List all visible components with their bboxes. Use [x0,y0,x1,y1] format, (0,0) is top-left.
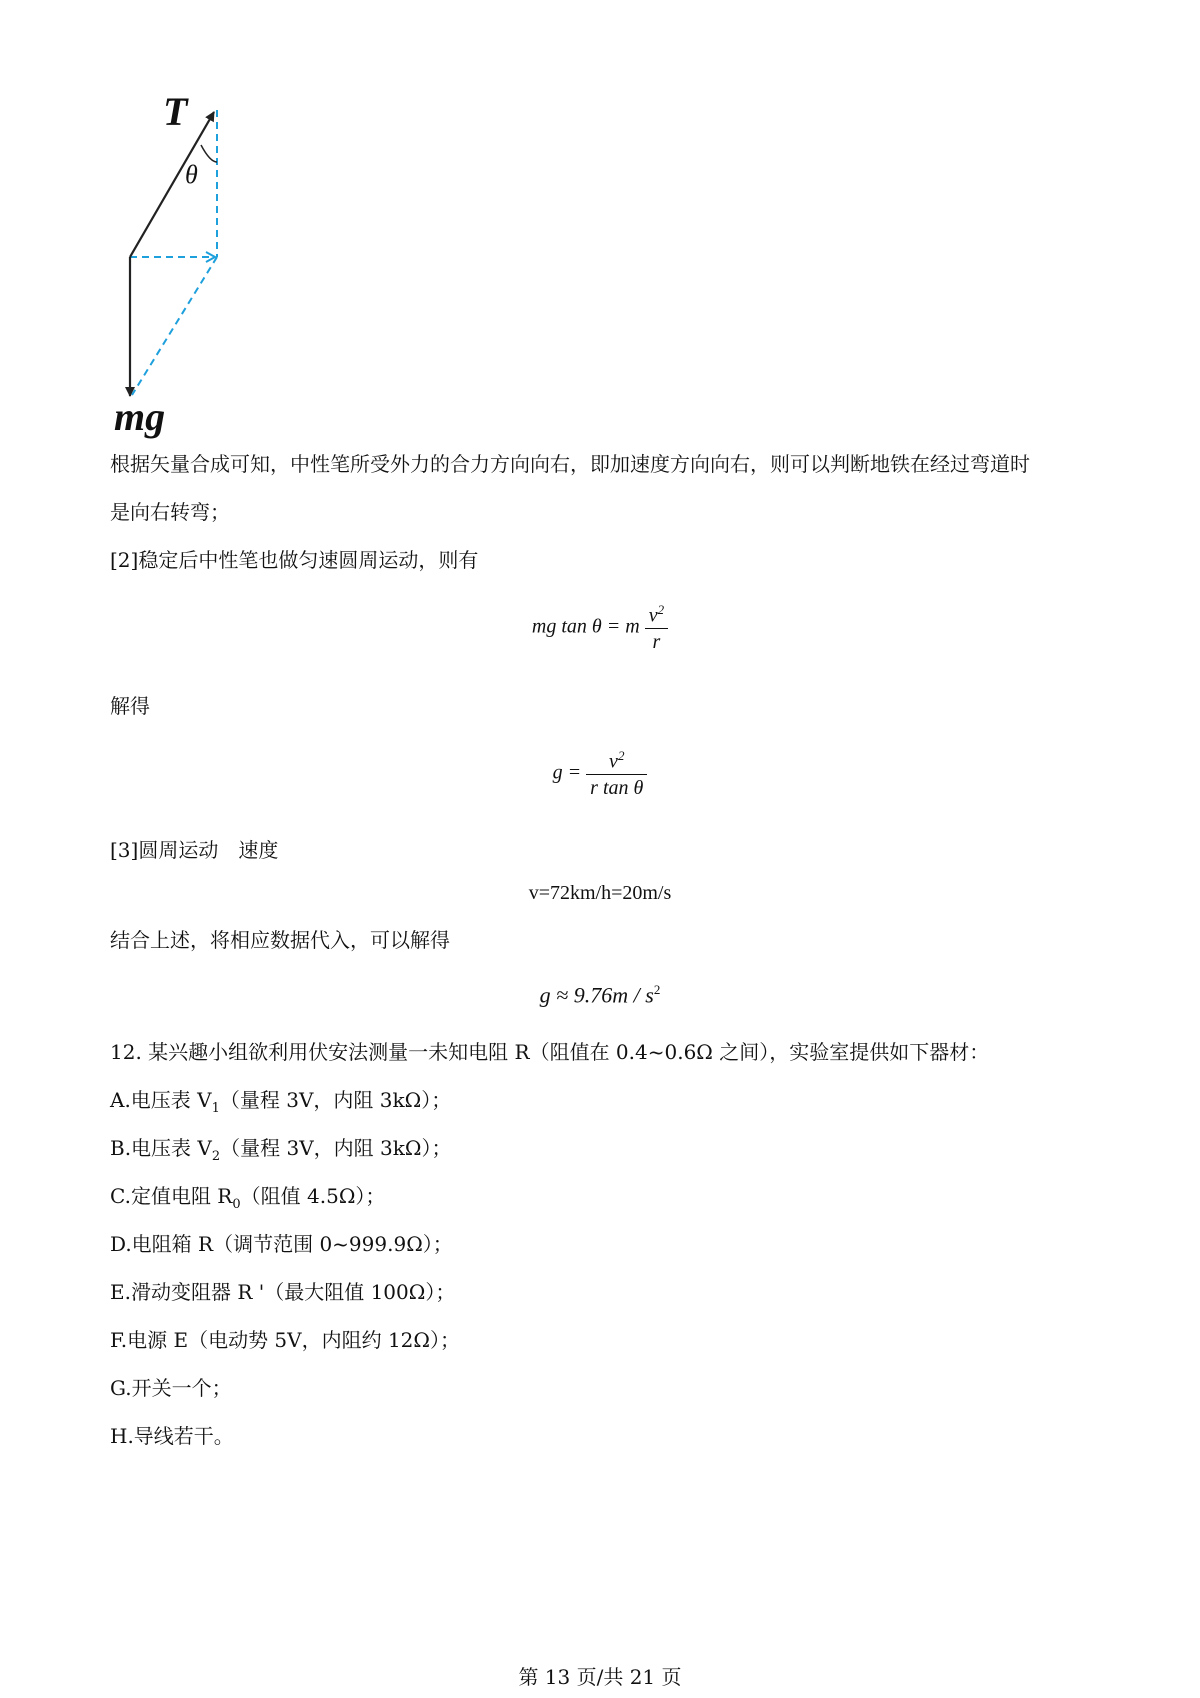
angle-label: θ [185,160,198,189]
item-e: E.滑动变阻器 R '（最大阻值 100Ω）； [110,1280,456,1304]
item-d: D.电阻箱 R（调节范围 0~999.9Ω）； [110,1232,453,1256]
force-diagram [100,80,300,440]
formula-gravity [0,748,1200,800]
formula-2-exponent: 2 [617,748,625,763]
angle-arc [201,145,217,162]
formula-1-numerator: v [648,604,658,627]
formula-2-fraction [586,748,647,800]
formula-centripetal [0,602,1200,654]
paragraph-step-2: [2]稳定后中性笔也做匀速圆周运动，则有 [110,548,479,572]
formula-1-fraction [645,602,668,654]
paragraph-solve: 解得 [110,694,150,718]
formula-velocity: v=72km/h=20m/s [528,882,672,904]
formula-result [0,982,1200,1008]
tension-label: T [163,89,188,134]
formula-2-numerator: v [609,750,618,773]
paragraph-step-3: [3]圆周运动 速度 [110,838,279,862]
formula-4-text: g ≈ 9.76m / s [539,982,654,1008]
item-g: G.开关一个； [110,1376,232,1400]
formula-4-exponent: 2 [653,982,661,997]
paragraph-vector-synthesis: 根据矢量合成可知，中性笔所受外力的合力方向向右，即加速度方向向右，则可以判断地铁在经过弯道时 [110,452,1030,476]
page-number-footer: 第 13 页/共 21 页 [518,1665,682,1689]
item-b: B.电压表 $V_2$（量程 3V，内阻 3kΩ）； [110,1136,452,1164]
question-12-stem: 12. 某兴趣小组欲利用伏安法测量一未知电阻 R（阻值在 0.4~0.6Ω 之间），实验室提供如下器材： [110,1040,990,1064]
formula-1-exponent: 2 [657,602,665,617]
paragraph-turn-right: 是向右转弯； [110,500,230,524]
formula-1-left: mg tan θ = m [531,615,640,638]
gravity-label: mg [114,394,166,439]
item-a: A.电压表 $V_1$（量程 3V，内阻 3kΩ）； [110,1088,452,1116]
dashed-diagonal-line [132,257,217,395]
formula-1-denominator: r [645,628,668,654]
item-c: C.定值电阻 $R_0$（阻值 4.5Ω）； [110,1184,386,1212]
formula-2-left: g = [552,761,582,784]
formula-2-denominator: r tan θ [586,774,647,800]
item-h: H.导线若干。 [110,1424,234,1448]
paragraph-substitute: 结合上述，将相应数据代入，可以解得 [110,928,450,952]
item-f: F.电源 E（电动势 5V，内阻约 12Ω）； [110,1328,460,1352]
